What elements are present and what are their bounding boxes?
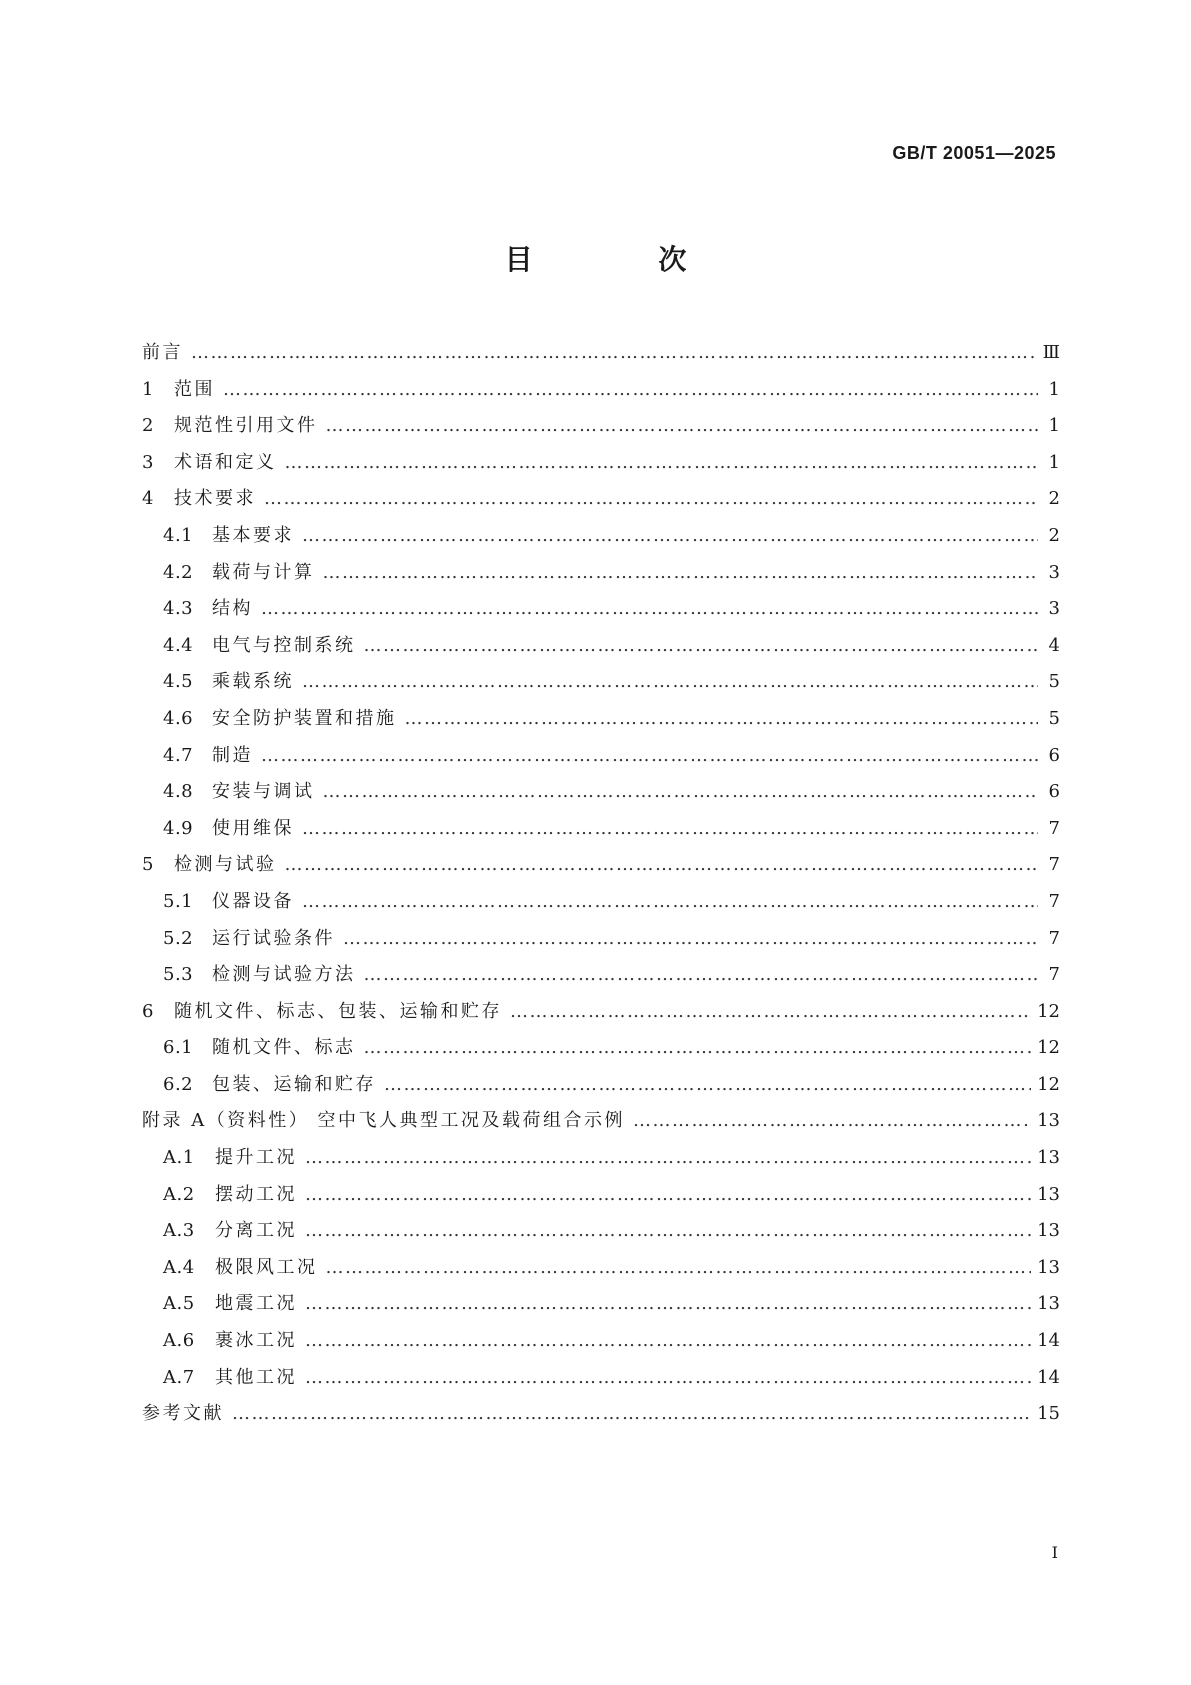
toc-entry-page: 15 [1037, 1403, 1060, 1425]
toc-entry-title: 分离工况 [215, 1220, 297, 1242]
toc-entry-number: A.2 [163, 1183, 195, 1205]
toc-entry[interactable] [142, 667, 1060, 704]
toc-entry-page: 6 [1048, 744, 1060, 766]
toc-entry[interactable] [142, 850, 1060, 887]
toc-leader-dots [285, 854, 1039, 875]
toc-entry-title: 运行试验条件 [212, 927, 335, 949]
toc-entry-title: 安全防护装置和措施 [212, 707, 397, 729]
page-number: I [1051, 1543, 1058, 1562]
toc-entry-page: 13 [1037, 1183, 1060, 1205]
toc-leader-dots [364, 635, 1039, 656]
toc-leader-dots [305, 1330, 1031, 1351]
toc-leader-dots [302, 891, 1038, 912]
toc-leader-dots [285, 452, 1039, 473]
toc-entry-title: 制造 [212, 744, 253, 766]
toc-entry-page: 1 [1048, 451, 1060, 473]
toc-entry-page: 14 [1037, 1330, 1060, 1352]
toc-entry-title: 使用维保 [212, 817, 294, 839]
toc-leader-dots [305, 1293, 1031, 1314]
toc-entry[interactable] [142, 997, 1060, 1034]
page-title: 目 次 [504, 243, 745, 276]
toc-entry-number: 5 [142, 854, 154, 876]
toc-leader-dots [405, 708, 1039, 729]
toc-leader-dots [510, 1001, 1031, 1022]
toc-entry[interactable] [142, 1106, 1060, 1143]
toc-entry-number: A.3 [163, 1220, 195, 1242]
toc-leader-dots [305, 1220, 1031, 1241]
toc-entry-page: 13 [1037, 1293, 1060, 1315]
toc-entry[interactable] [142, 521, 1060, 558]
toc-leader-dots [326, 415, 1039, 436]
toc-entry[interactable] [142, 375, 1060, 412]
toc-entry-number: 6.1 [163, 1037, 194, 1059]
toc-entry-page: Ⅲ [1042, 342, 1060, 363]
toc-entry-title: 安装与调试 [212, 781, 315, 803]
toc-entry[interactable] [142, 1070, 1060, 1107]
toc-entry-title: 随机文件、标志 [212, 1037, 356, 1059]
toc-entry-title: 随机文件、标志、包装、运输和贮存 [174, 1000, 502, 1022]
toc-entry-title: 前言 [142, 342, 183, 363]
toc-entry-page: 13 [1037, 1147, 1060, 1169]
toc-entry-page: 7 [1048, 927, 1060, 949]
toc-entry-page: 7 [1048, 964, 1060, 986]
toc-entry[interactable] [142, 1399, 1060, 1436]
toc-entry[interactable] [142, 1216, 1060, 1253]
toc-entry[interactable] [142, 338, 1060, 375]
toc-entry-page: 12 [1037, 1037, 1060, 1059]
toc-entry-number: 4 [142, 488, 154, 510]
toc-entry-title: 电气与控制系统 [212, 634, 356, 656]
toc-entry-page: 2 [1048, 524, 1060, 546]
toc-entry-page: 13 [1037, 1110, 1060, 1132]
toc-leader-dots [364, 964, 1039, 985]
toc-entry-number: 4.7 [163, 744, 194, 766]
toc-entry-number: 1 [142, 378, 154, 400]
toc-entry-number: 4.6 [163, 707, 194, 729]
toc-entry-page: 7 [1048, 890, 1060, 912]
toc-entry[interactable] [142, 1253, 1060, 1290]
toc-entry-title: 检测与试验 [174, 854, 277, 876]
toc-entry-title: 范围 [174, 378, 215, 400]
toc-entry-page: 13 [1037, 1256, 1060, 1278]
toc-entry-page: 5 [1048, 671, 1060, 693]
toc-entry-number: A.1 [163, 1147, 195, 1169]
toc-leader-dots [326, 1257, 1032, 1278]
toc-entry-title: 摆动工况 [215, 1183, 297, 1205]
toc-entry-page: 12 [1037, 1073, 1060, 1095]
toc-entry-number: 4.3 [163, 598, 194, 620]
toc-leader-dots [261, 745, 1038, 766]
toc-entry[interactable] [142, 1289, 1060, 1326]
toc-leader-dots [302, 525, 1038, 546]
toc-entry-number: 5.1 [163, 890, 194, 912]
toc-entry[interactable] [142, 484, 1060, 521]
toc-entry[interactable] [142, 594, 1060, 631]
toc-entry[interactable] [142, 1326, 1060, 1363]
toc-entry-title: 规范性引用文件 [174, 415, 318, 437]
toc-leader-dots [384, 1074, 1031, 1095]
toc-leader-dots [305, 1184, 1031, 1205]
toc-entry-number: 4.5 [163, 671, 194, 693]
toc-entry-number: 6 [142, 1000, 154, 1022]
toc-entry-title: 基本要求 [212, 524, 294, 546]
toc-leader-dots [343, 928, 1038, 949]
toc-entry-title: 仪器设备 [212, 890, 294, 912]
toc-entry-title: 附录 A（资料性） 空中飞人典型工况及载荷组合示例 [142, 1110, 625, 1132]
toc-entry-title: 术语和定义 [174, 451, 277, 473]
toc-entry-number: 4.4 [163, 634, 194, 656]
toc-entry-page: 2 [1048, 488, 1060, 510]
toc-entry[interactable] [142, 777, 1060, 814]
toc-entry-title: 技术要求 [174, 488, 256, 510]
table-of-contents [142, 338, 1060, 1436]
toc-entry[interactable] [142, 1033, 1060, 1070]
toc-entry-page: 12 [1037, 1000, 1060, 1022]
toc-entry-number: 4.8 [163, 781, 194, 803]
toc-entry-title: 裹冰工况 [215, 1330, 297, 1352]
toc-entry[interactable] [142, 814, 1060, 851]
toc-entry-number: A.7 [163, 1366, 195, 1388]
toc-entry-page: 3 [1048, 598, 1060, 620]
toc-entry[interactable] [142, 1143, 1060, 1180]
toc-entry-page: 1 [1048, 415, 1060, 437]
toc-entry-number: 6.2 [163, 1073, 194, 1095]
toc-entry-number: 5.2 [163, 927, 194, 949]
toc-entry-title: 乘载系统 [212, 671, 294, 693]
toc-entry-number: A.5 [163, 1293, 195, 1315]
toc-entry-page: 3 [1048, 561, 1060, 583]
toc-leader-dots [305, 1367, 1031, 1388]
toc-entry-number: 4.9 [163, 817, 194, 839]
standard-code: GB/T 20051—2025 [892, 143, 1056, 163]
toc-leader-dots [305, 1147, 1031, 1168]
toc-leader-dots [223, 379, 1038, 400]
toc-entry[interactable] [142, 411, 1060, 448]
toc-entry[interactable] [142, 1180, 1060, 1217]
toc-leader-dots [323, 781, 1039, 802]
toc-entry-page: 7 [1048, 817, 1060, 839]
toc-entry-number: A.6 [163, 1330, 195, 1352]
toc-leader-dots [232, 1403, 1031, 1424]
toc-entry-number: A.4 [163, 1256, 195, 1278]
toc-entry-page: 5 [1048, 707, 1060, 729]
toc-entry-number: 5.3 [163, 964, 194, 986]
toc-entry[interactable] [142, 631, 1060, 668]
toc-entry-page: 14 [1037, 1366, 1060, 1388]
toc-entry-page: 13 [1037, 1220, 1060, 1242]
toc-entry-title: 其他工况 [215, 1366, 297, 1388]
toc-entry-title: 载荷与计算 [212, 561, 315, 583]
toc-entry[interactable] [142, 704, 1060, 741]
toc-entry-title: 提升工况 [215, 1147, 297, 1169]
toc-leader-dots [633, 1110, 1031, 1131]
toc-entry[interactable] [142, 741, 1060, 778]
toc-leader-dots [264, 488, 1038, 509]
toc-entry-title: 检测与试验方法 [212, 964, 356, 986]
toc-leader-dots [364, 1037, 1032, 1058]
toc-entry-number: 4.2 [163, 561, 194, 583]
toc-leader-dots [302, 671, 1038, 692]
toc-leader-dots [323, 562, 1039, 583]
toc-entry-number: 4.1 [163, 524, 194, 546]
toc-entry-page: 6 [1048, 781, 1060, 803]
toc-entry[interactable] [142, 924, 1060, 961]
toc-entry[interactable] [142, 960, 1060, 997]
toc-entry-page: 4 [1048, 634, 1060, 656]
toc-entry-title: 地震工况 [215, 1293, 297, 1315]
toc-entry-title: 包装、运输和贮存 [212, 1073, 376, 1095]
toc-entry[interactable] [142, 1363, 1060, 1400]
toc-entry-page: 7 [1048, 854, 1060, 876]
toc-leader-dots [261, 598, 1038, 619]
toc-leader-dots [191, 342, 1037, 363]
toc-entry-number: 2 [142, 415, 154, 437]
toc-entry[interactable] [142, 558, 1060, 595]
toc-entry-page: 1 [1048, 378, 1060, 400]
toc-entry[interactable] [142, 887, 1060, 924]
toc-entry-title: 结构 [212, 598, 253, 620]
toc-leader-dots [302, 818, 1038, 839]
toc-entry[interactable] [142, 448, 1060, 485]
toc-entry-title: 极限风工况 [215, 1256, 318, 1278]
toc-entry-title: 参考文献 [142, 1403, 224, 1425]
toc-entry-number: 3 [142, 451, 154, 473]
